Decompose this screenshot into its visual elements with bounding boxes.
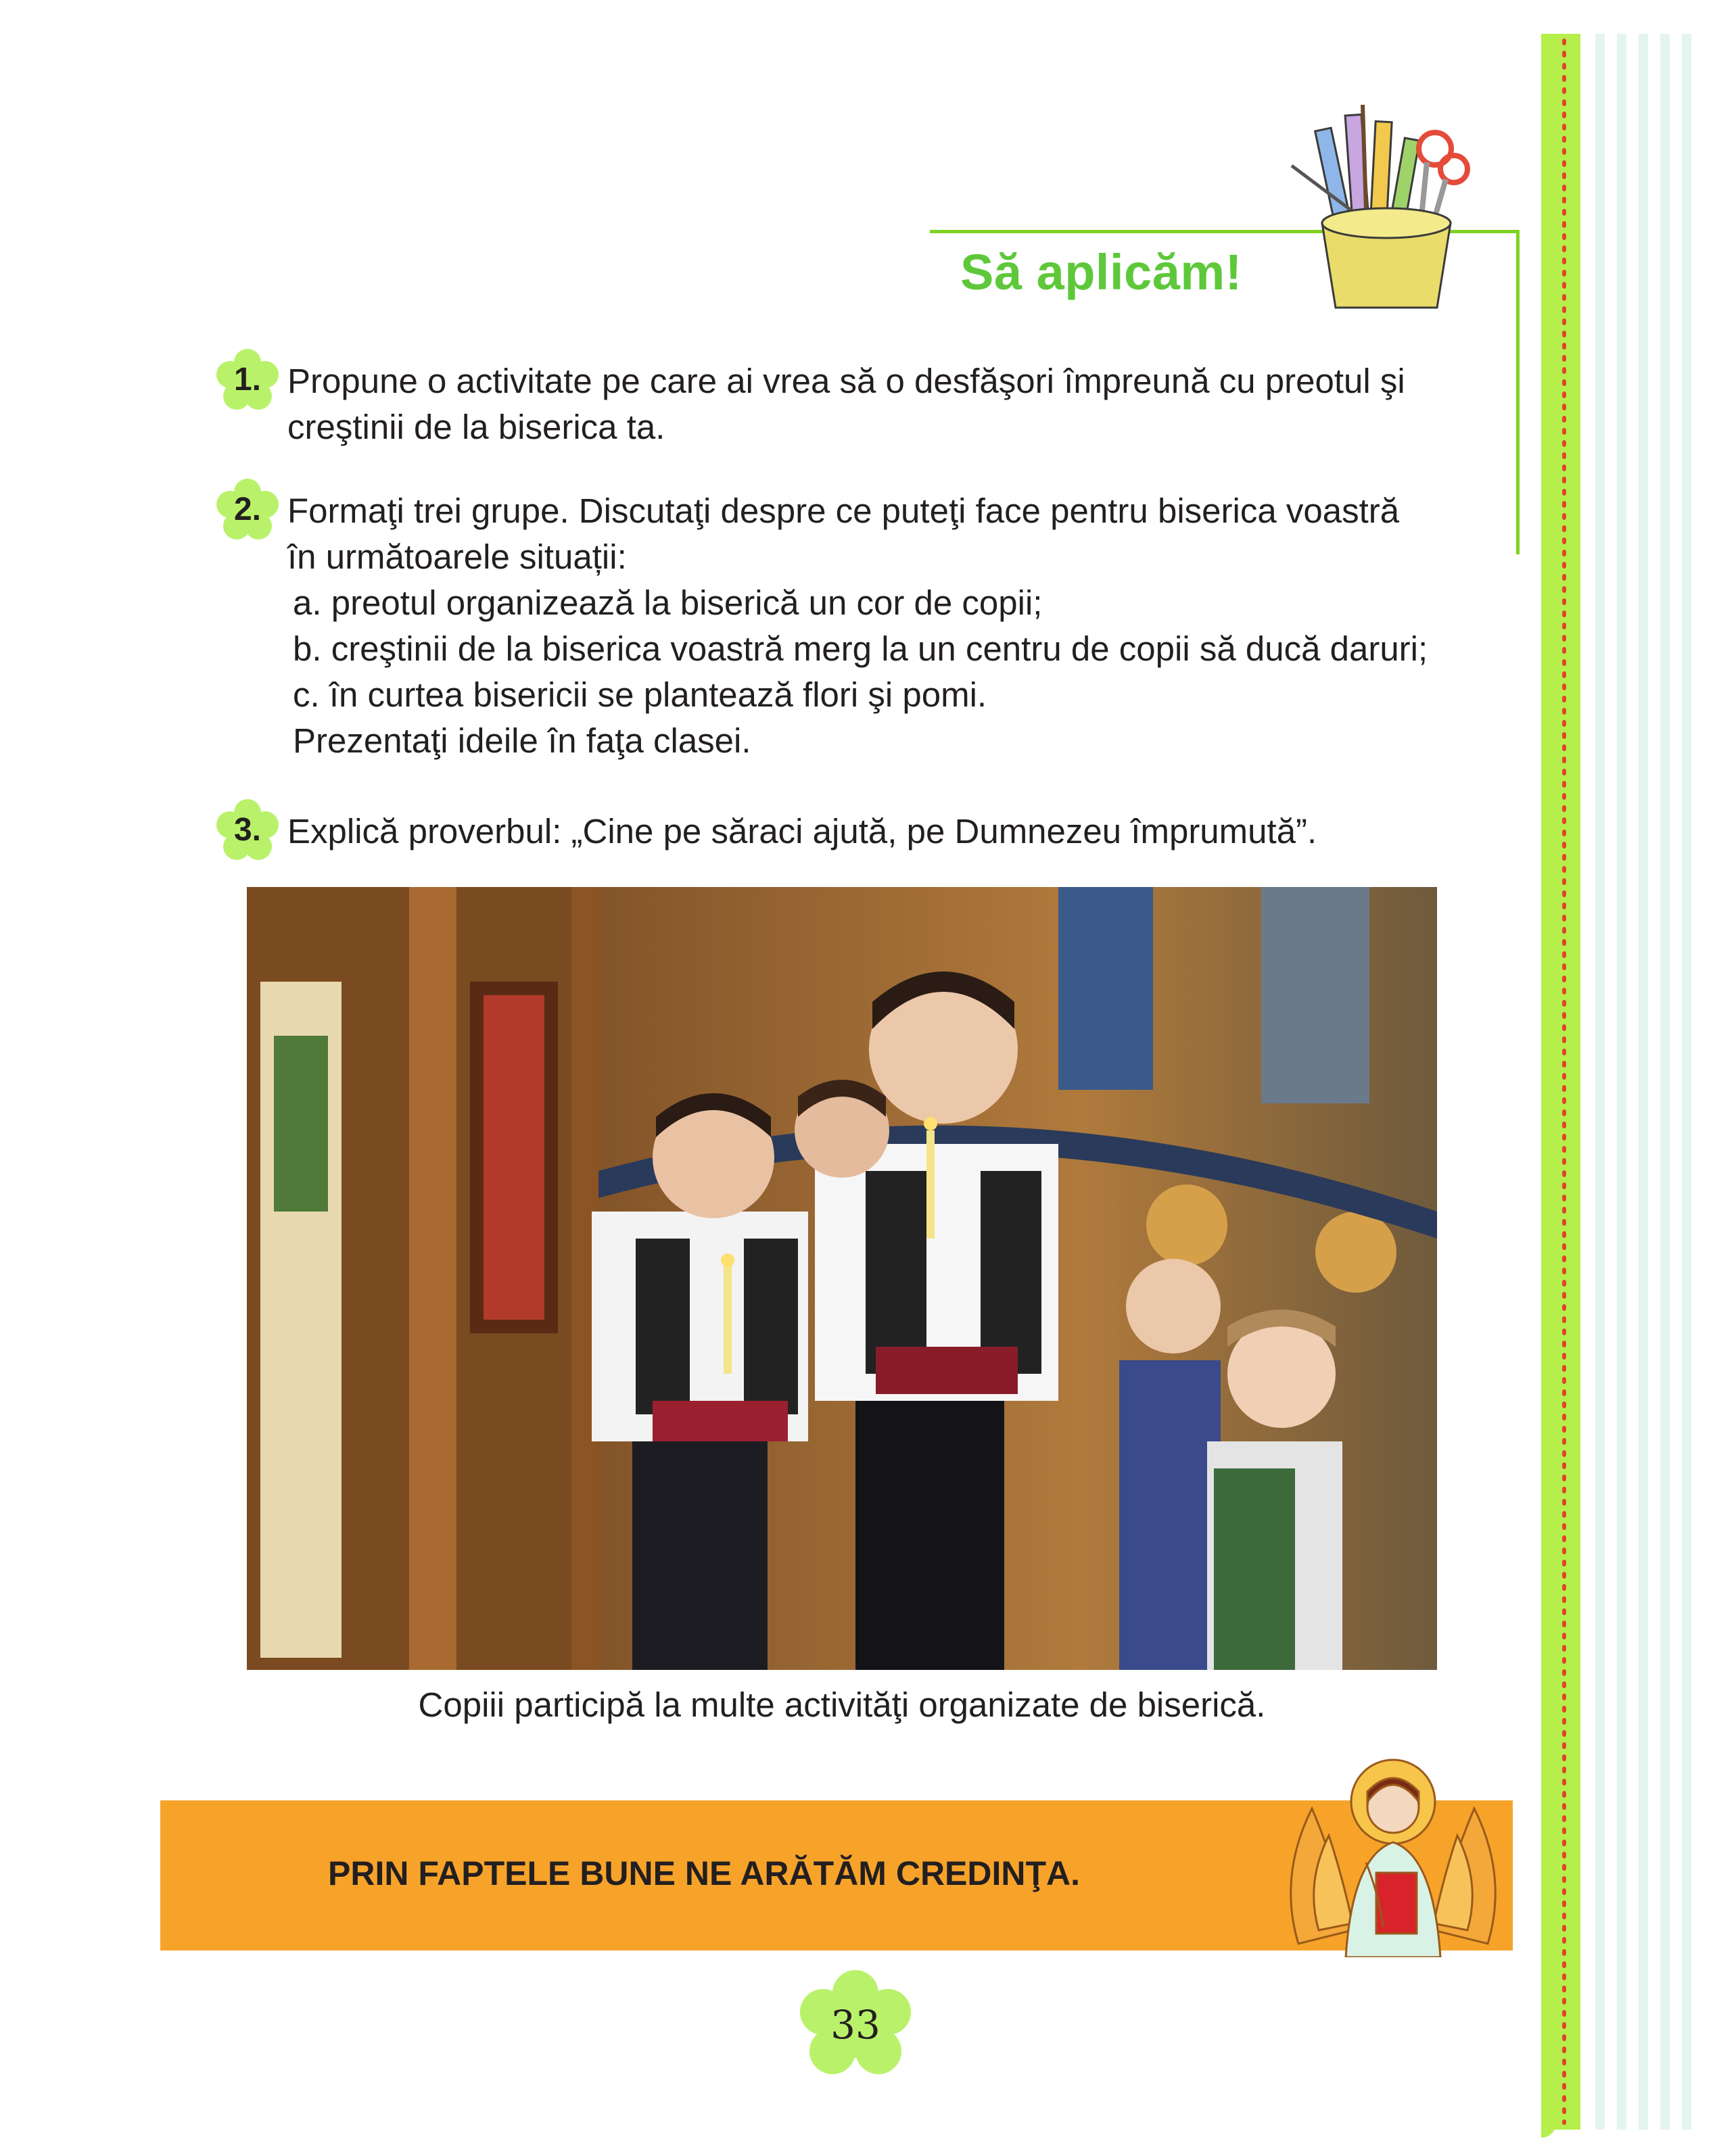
exercise-1-number: 1. <box>233 362 262 398</box>
exercise-2-badge <box>215 477 280 542</box>
exercise-3-number: 3. <box>233 812 262 848</box>
title-rule-vertical <box>1516 230 1520 554</box>
exercise-2-text <box>287 488 1428 764</box>
decorative-side-border <box>1541 0 1717 2156</box>
exercise-1-line-1: Propune o activitate pe care ai vrea să o desfăşori împreună cu preotul şi <box>287 362 1405 400</box>
motto-text: PRIN FAPTELE BUNE NE ARĂTĂM CREDINŢA. <box>328 1854 1081 1892</box>
exercise-2-line-2: în următoarele situații: <box>287 537 627 576</box>
exercise-3-text <box>287 809 1317 855</box>
exercise-2-closing: Prezentaţi ideile în faţa clasei. <box>293 721 751 760</box>
angel-illustration <box>1271 1754 1515 1957</box>
exercise-3-line-1: Explică proverbul: „Cine pe săraci ajută, pe Dumnezeu împrumută”. <box>287 812 1317 851</box>
page-number <box>795 1967 916 2082</box>
exercise-2-number: 2. <box>233 492 262 527</box>
exercise-2-line-1: Formaţi trei grupe. Discutaţi despre ce puteţi face pentru biserica voastră <box>287 492 1400 530</box>
exercise-3-badge <box>215 798 280 863</box>
photo-caption: Copiii participă la multe activităţi organizate de biserică. <box>418 1685 1266 1724</box>
exercise-1-line-2: creştinii de la biserica ta. <box>287 408 665 446</box>
pencil-cup-illustration <box>1285 101 1488 318</box>
page-number-label: 33 <box>830 2002 880 2048</box>
exercise-2-item-a: a. preotul organizează la biserică un cor de copii; <box>293 583 1043 622</box>
exercise-1-text <box>287 358 1405 450</box>
exercise-2-item-b: b. creştinii de la biserica voastră merg la un centru de copii să ducă daruri; <box>293 629 1428 668</box>
exercise-1-badge <box>215 348 280 412</box>
exercise-2-item-c: c. în curtea bisericii se plantează flori şi pomi. <box>293 675 987 714</box>
church-children-photo <box>247 887 1437 1670</box>
section-title: Să aplicăm! <box>960 244 1242 300</box>
